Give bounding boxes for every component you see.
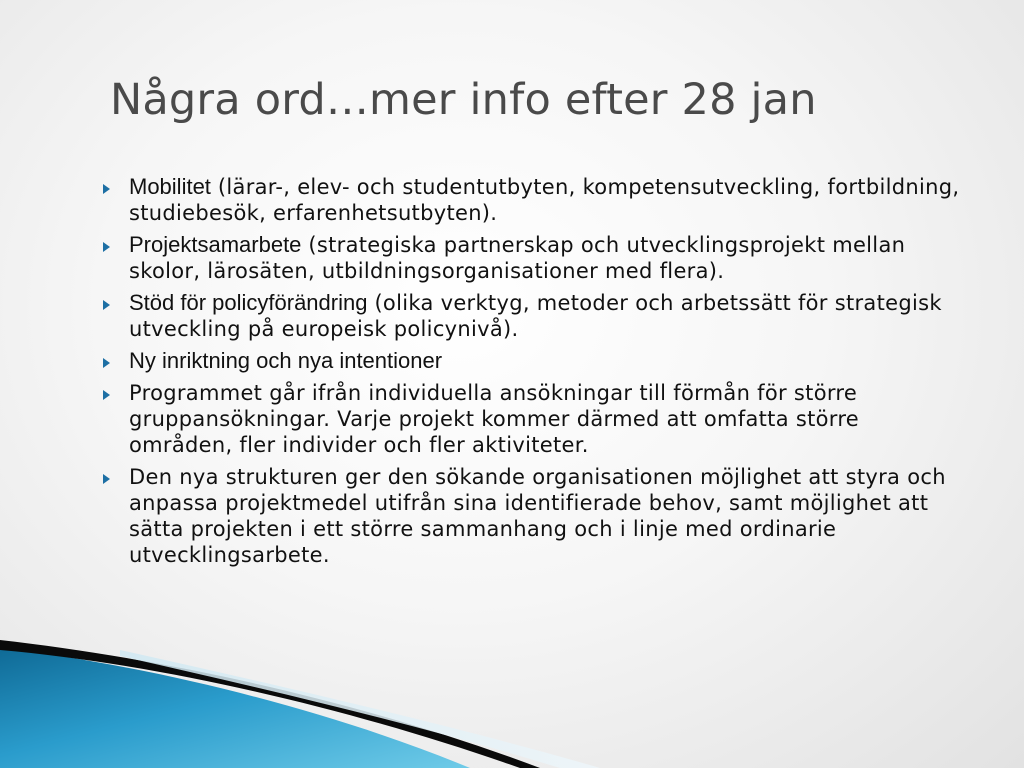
list-item — [103, 348, 963, 374]
bullet-text: Programmet går ifrån individuella ansökningar till förmån för större gruppansökningar. Varje projekt kommer därmed att omfatta större områden, fler individer och fler aktiviteter. — [129, 381, 860, 457]
list-item — [103, 380, 963, 458]
slide-title: Några ord…mer info efter 28 jan — [110, 75, 817, 125]
list-item — [103, 464, 963, 568]
bullet-arrow-icon — [103, 358, 110, 368]
bullet-text: Den nya strukturen ger den sökande organisationen möjlighet att styra och anpassa projektmedel utifrån sina identifierade behov, samt möjlighet att sätta projekten i ett större sammanhang och i linje med ordinarie utvecklingsarbete. — [129, 465, 946, 567]
bullet-arrow-icon — [103, 184, 110, 194]
bullet-term: Stöd för policyförändring — [129, 290, 368, 315]
blue-wave-shape — [0, 648, 470, 768]
bullet-arrow-icon — [103, 300, 110, 310]
bullet-arrow-icon — [103, 390, 110, 400]
bullet-text: (lärar-, elev- och studentutbyten, kompetensutveckling, fortbildning, studiebesök, erfarenhetsutbyten). — [129, 175, 960, 225]
list-item — [103, 232, 963, 284]
bullet-term: Projektsamarbete — [129, 232, 302, 257]
bullet-text: (strategiska partnerskap och utvecklingsprojekt mellan skolor, lärosäten, utbildningsorganisationer med flera). — [129, 233, 906, 283]
bullet-text: (olika verktyg, metoder och arbetssätt för strategisk utveckling på europeisk policynivå). — [129, 291, 942, 341]
list-item — [103, 174, 963, 226]
bullet-term: Ny inriktning och nya intentioner — [129, 348, 443, 373]
bullet-arrow-icon — [103, 474, 110, 484]
bullet-term: Mobilitet — [129, 174, 211, 199]
list-item — [103, 290, 963, 342]
bullet-list — [103, 174, 963, 574]
bullet-arrow-icon — [103, 242, 110, 252]
